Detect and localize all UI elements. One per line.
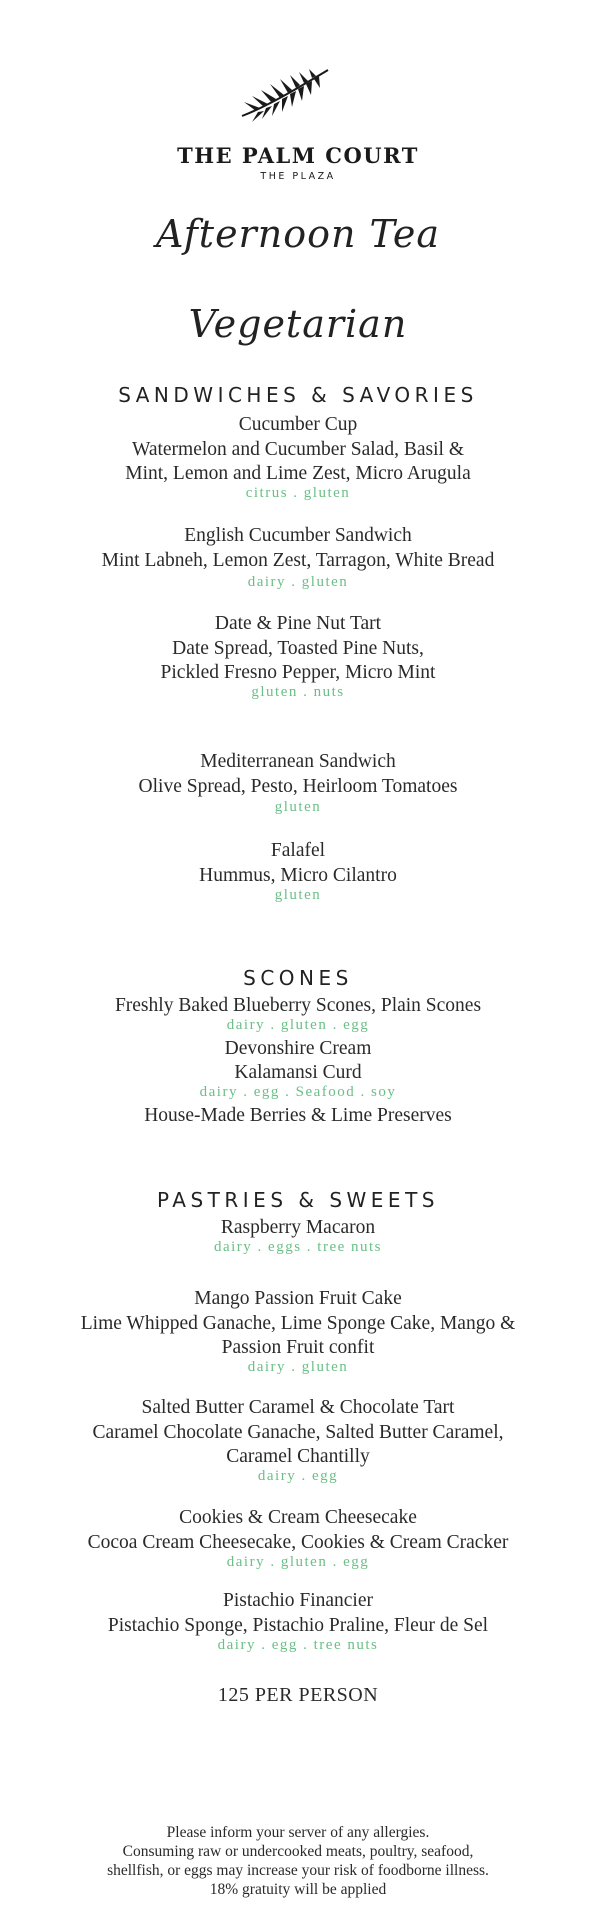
menu-item-name: Cookies & Cream Cheesecake (179, 1507, 417, 1528)
menu-item-description: Lime Whipped Ganache, Lime Sponge Cake, Mango & (80, 1313, 516, 1334)
menu-item-description: Pickled Fresno Pepper, Micro Mint (160, 662, 436, 683)
menu-item-description: Mint, Lemon and Lime Zest, Micro Arugula (125, 463, 471, 484)
menu-item-name: Raspberry Macaron (220, 1217, 376, 1238)
section-heading-pastries: PASTRIES & SWEETS (157, 1188, 439, 1212)
section-heading-scones: SCONES (243, 966, 353, 990)
brand-subtitle: THE PLAZA (260, 171, 336, 182)
menu-item-description: Hummus, Micro Cilantro (199, 865, 397, 886)
section-heading-savories: SANDWICHES & SAVORIES (118, 383, 478, 407)
allergen-tags: dairy . gluten (247, 1359, 349, 1375)
menu-item-description: Pistachio Sponge, Pistachio Praline, Fleur de Sel (107, 1615, 489, 1636)
menu-item-name: English Cucumber Sandwich (184, 525, 412, 546)
menu-item-name: Mediterranean Sandwich (200, 751, 396, 772)
palm-frond-icon (238, 66, 332, 124)
price: 125 PER PERSON (217, 1684, 379, 1706)
allergen-tags: gluten (274, 887, 322, 903)
menu-item-description: Caramel Chantilly (226, 1446, 370, 1467)
brand-name: THE PALM COURT (177, 143, 419, 168)
allergen-tags: dairy . gluten . egg (226, 1554, 370, 1570)
menu-item-name: House-Made Berries & Lime Preserves (144, 1105, 452, 1126)
menu-item-name: Date & Pine Nut Tart (214, 613, 382, 634)
allergen-tags: gluten (274, 799, 322, 815)
allergen-tags: dairy . egg . Seafood . soy (199, 1084, 397, 1100)
footer-line: 18% gratuity will be applied (209, 1881, 387, 1898)
menu-item-name: Salted Butter Caramel & Chocolate Tart (141, 1397, 455, 1418)
menu-item-name: Mango Passion Fruit Cake (194, 1288, 402, 1309)
menu-item-description: Passion Fruit confit (221, 1337, 375, 1358)
footer-line: shellfish, or eggs may increase your risk of foodborne illness. (107, 1862, 489, 1879)
allergen-tags: gluten . nuts (251, 684, 345, 700)
menu-item-description: Watermelon and Cucumber Salad, Basil & (131, 439, 464, 460)
allergen-tags: citrus . gluten (245, 485, 351, 501)
allergen-tags: dairy . egg (257, 1468, 339, 1484)
menu-item-name: Freshly Baked Blueberry Scones, Plain Scones (114, 995, 482, 1016)
allergen-tags: dairy . egg . tree nuts (217, 1637, 379, 1653)
page-title: Afternoon Tea (155, 212, 441, 256)
menu-subtitle: Vegetarian (188, 302, 408, 346)
menu-item-name: Falafel (270, 840, 326, 861)
menu-item-name: Devonshire Cream (224, 1038, 372, 1059)
menu-item-name: Kalamansi Curd (234, 1062, 362, 1083)
menu-item-description: Date Spread, Toasted Pine Nuts, (172, 638, 424, 659)
menu-item-name: Cucumber Cup (238, 414, 358, 435)
menu-item-description: Mint Labneh, Lemon Zest, Tarragon, White Bread (101, 550, 495, 571)
allergen-tags: dairy . gluten (247, 574, 349, 590)
allergen-tags: dairy . gluten . egg (226, 1017, 370, 1033)
menu-item-description: Cocoa Cream Cheesecake, Cookies & Cream Cracker (87, 1532, 509, 1553)
menu-item-description: Olive Spread, Pesto, Heirloom Tomatoes (138, 776, 458, 797)
menu-item-name: Pistachio Financier (222, 1590, 373, 1611)
footer-line: Please inform your server of any allergies. (166, 1824, 430, 1841)
footer-line: Consuming raw or undercooked meats, poultry, seafood, (122, 1843, 474, 1860)
menu-item-description: Caramel Chocolate Ganache, Salted Butter Caramel, (92, 1422, 504, 1443)
allergen-tags: dairy . eggs . tree nuts (213, 1239, 383, 1255)
